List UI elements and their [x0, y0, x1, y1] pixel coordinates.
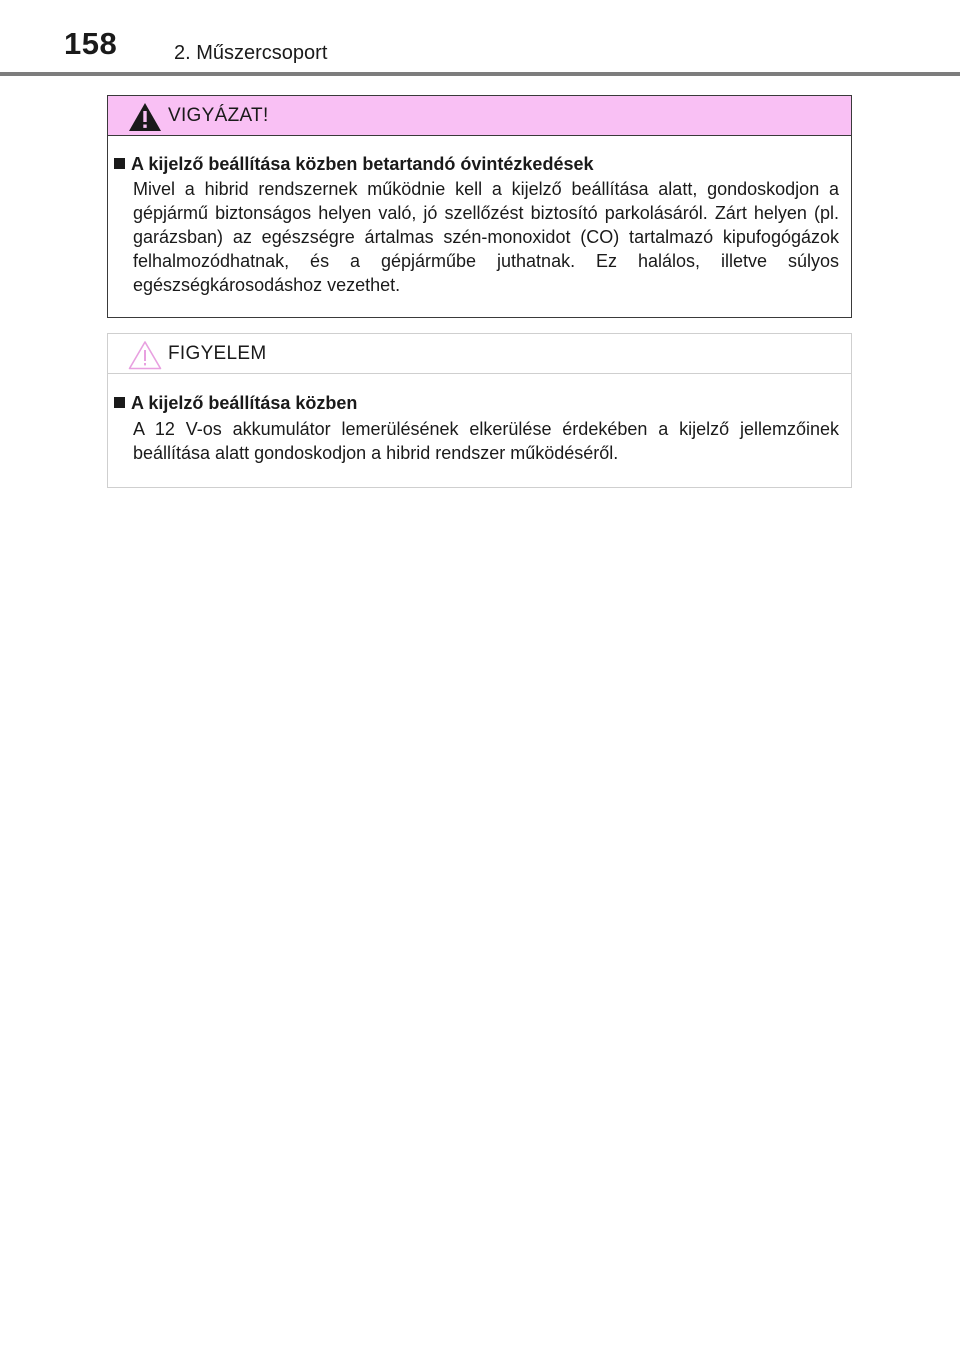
warning-triangle-icon — [128, 102, 162, 132]
notice-heading-text: A kijelző beállítása közben — [131, 393, 358, 413]
caution-heading-text: A kijelző beállítása közben betartandó óvintézkedések — [131, 154, 594, 174]
caution-header — [108, 96, 851, 136]
page-number: 158 — [64, 26, 118, 61]
chapter-title: 2. Műszercsoport — [174, 42, 328, 64]
caution-item-text: Mivel a hibrid rendszernek működnie kell a kijelző beállítása alatt, gondoskodjon a gépjármű biztonságos helyen való, jó szellőzést biztosító parkolásáról. Zárt helyen (pl. garázsban) az egészségre ártalmas szén-monoxidot (CO) tartalmazó kipufogógázok felhalmozódhatnak, és a gépjárműbe juthatnak. Ez halálos, illetve súlyos egészségkárosodáshoz vezethet. — [133, 179, 839, 295]
warning-triangle-outline-icon — [128, 340, 162, 370]
caution-box — [107, 95, 852, 318]
notice-item-text: A 12 V-os akkumulátor lemerülésének elkerülése érdekében a kijelző jellemzőinek beállítása alatt gondoskodjon a hibrid rendszer működéséről. — [133, 419, 839, 463]
notice-label: FIGYELEM — [168, 343, 267, 364]
caution-label: VIGYÁZAT! — [168, 105, 269, 126]
notice-item-heading — [114, 391, 357, 415]
notice-box — [107, 333, 852, 488]
caution-item-heading — [114, 152, 593, 176]
header-divider — [0, 72, 960, 76]
page-header — [0, 0, 960, 78]
square-bullet-icon — [114, 397, 125, 408]
square-bullet-icon — [114, 158, 125, 169]
notice-header — [108, 334, 851, 374]
